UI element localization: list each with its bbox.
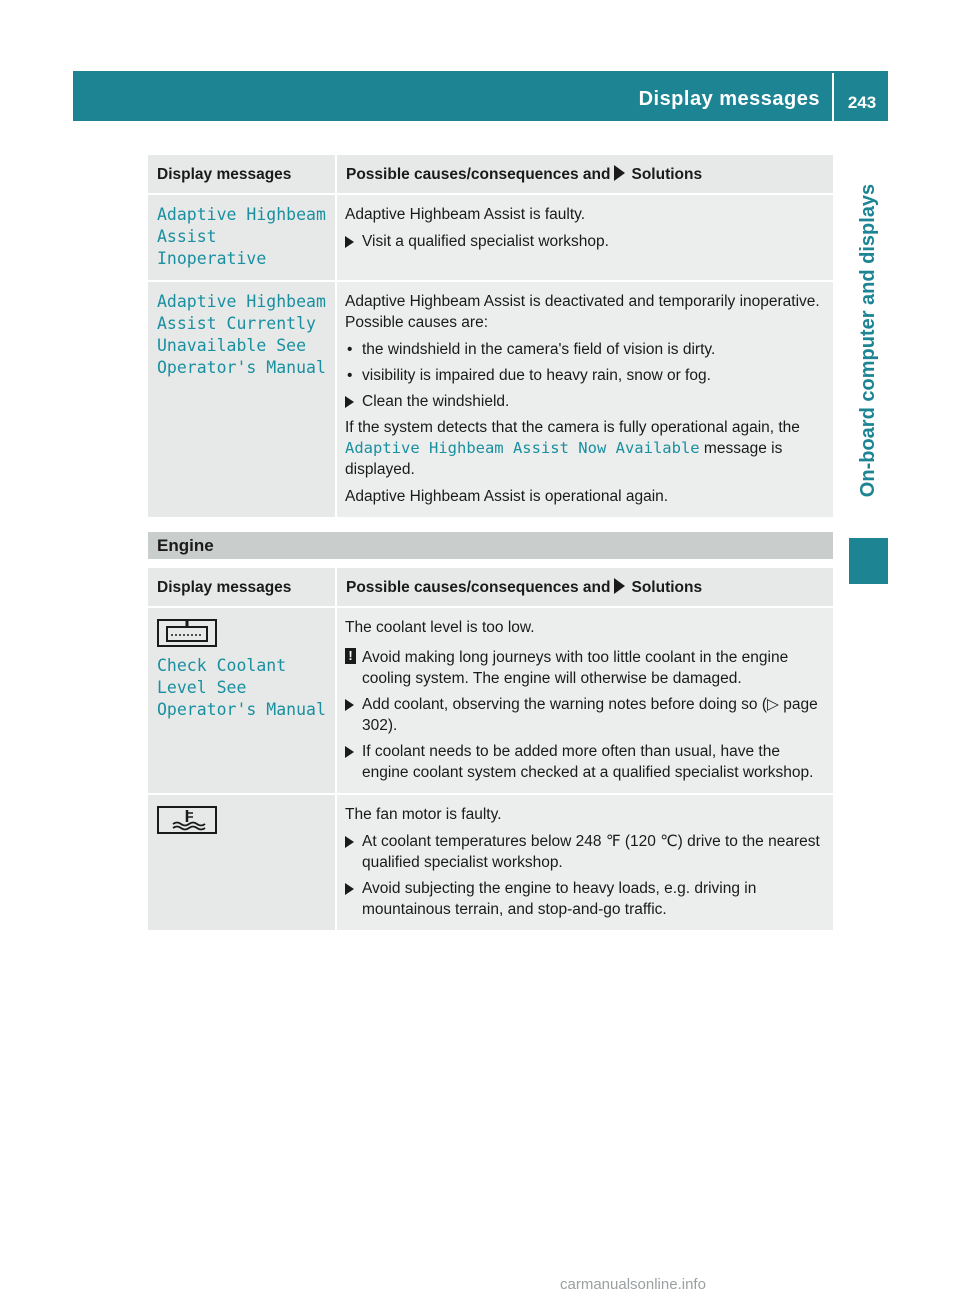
coolant-temperature-icon (157, 806, 217, 834)
table-header-row (148, 568, 833, 607)
step-text: If coolant needs to be added more often than usual, have the engine coolant system checked at a qualified specialist workshop. (362, 743, 814, 781)
side-tab-marker (849, 538, 888, 584)
step-arrow-icon (345, 236, 354, 248)
message-cell (148, 607, 336, 794)
header-divider (832, 73, 834, 121)
cause-cell (336, 281, 833, 518)
solution-step (345, 741, 827, 783)
cause-cell (336, 794, 833, 931)
section-bar (148, 532, 833, 559)
section-title: Engine (157, 536, 214, 555)
col-header-solutions-text: Solutions (631, 166, 703, 183)
warning-icon: ! (345, 648, 356, 664)
coolant-level-icon (157, 619, 217, 647)
display-messages-table (148, 155, 833, 519)
watermark: carmanualsonline.info (560, 1276, 706, 1293)
table-row (148, 607, 833, 794)
solution-arrow-icon (614, 578, 625, 594)
note-text-before: If the system detects that the camera is fully operational again, the (345, 419, 800, 436)
page-number: 243 (847, 93, 877, 112)
step-arrow-icon (345, 699, 354, 711)
warning-note (345, 647, 827, 689)
bullet-item (345, 339, 827, 360)
solution-step (345, 878, 827, 920)
table-header-row (148, 155, 833, 194)
warning-text: Avoid making long journeys with too little coolant in the engine cooling system. The engine will otherwise be damaged. (362, 649, 789, 687)
page-title: Display messages (638, 88, 820, 110)
bullet-icon: • (347, 367, 353, 384)
message-cell (148, 794, 336, 931)
side-tab (849, 140, 889, 540)
table-row (148, 794, 833, 931)
bullet-text: visibility is impaired due to heavy rain, snow or fog. (362, 367, 711, 384)
step-text: At coolant temperatures below 248 ℉ (120 ℃) drive to the nearest qualified specialist workshop. (362, 833, 820, 871)
engine-messages-table (148, 568, 833, 932)
step-text: Avoid subjecting the engine to heavy loads, e.g. driving in mountainous terrain, and stop-and-go traffic. (362, 880, 757, 918)
display-message: Adaptive Highbeam Assist Inoperative (157, 205, 326, 268)
step-arrow-icon (345, 836, 354, 848)
side-tab-label: On-board computer and displays (857, 183, 880, 497)
cause-cell (336, 194, 833, 281)
bullet-text: the windshield in the camera's field of vision is dirty. (362, 341, 716, 358)
table-row (148, 194, 833, 281)
step-text: Clean the windshield. (362, 393, 510, 410)
note-text-after: message is displayed. (345, 440, 783, 478)
solution-step (345, 694, 827, 736)
coolant-temperature-glyph (159, 808, 215, 832)
message-cell (148, 281, 336, 518)
step-text: Add coolant, observing the warning notes before doing so (▷ page 302). (362, 696, 818, 734)
coolant-level-glyph (159, 621, 215, 645)
col-header-messages: Display messages (148, 155, 336, 194)
note-text (345, 417, 827, 480)
col-header-causes-text: Possible causes/consequences and (346, 579, 611, 596)
bullet-item (345, 365, 827, 386)
solution-arrow-icon (614, 165, 625, 181)
cause-text: The coolant level is too low. (345, 619, 535, 636)
cause-text: The fan motor is faulty. (345, 806, 502, 823)
note-message-code: Adaptive Highbeam Assist Now Available (345, 439, 700, 457)
col-header-solutions-text: Solutions (631, 579, 703, 596)
step-arrow-icon (345, 396, 354, 408)
solution-step (345, 231, 827, 252)
col-header-messages: Display messages (148, 568, 336, 607)
col-header-causes (336, 568, 833, 607)
cause-text: Adaptive Highbeam Assist is faulty. (345, 206, 586, 223)
bullet-icon: • (347, 341, 353, 358)
step-arrow-icon (345, 883, 354, 895)
cause-text: Adaptive Highbeam Assist is deactivated and temporarily inoperative. Possible causes are: (345, 293, 820, 331)
cause-cell (336, 607, 833, 794)
step-text: Visit a qualified specialist workshop. (362, 233, 609, 250)
message-cell (148, 194, 336, 281)
solution-step (345, 391, 827, 412)
solution-step (345, 831, 827, 873)
final-text: Adaptive Highbeam Assist is operational again. (345, 488, 669, 505)
step-arrow-icon (345, 746, 354, 758)
table-row (148, 281, 833, 518)
col-header-causes (336, 155, 833, 194)
col-header-causes-text: Possible causes/consequences and (346, 166, 611, 183)
display-message: Check Coolant Level See Operator's Manual (157, 656, 326, 719)
display-message: Adaptive Highbeam Assist Currently Unavailable See Operator's Manual (157, 292, 326, 377)
